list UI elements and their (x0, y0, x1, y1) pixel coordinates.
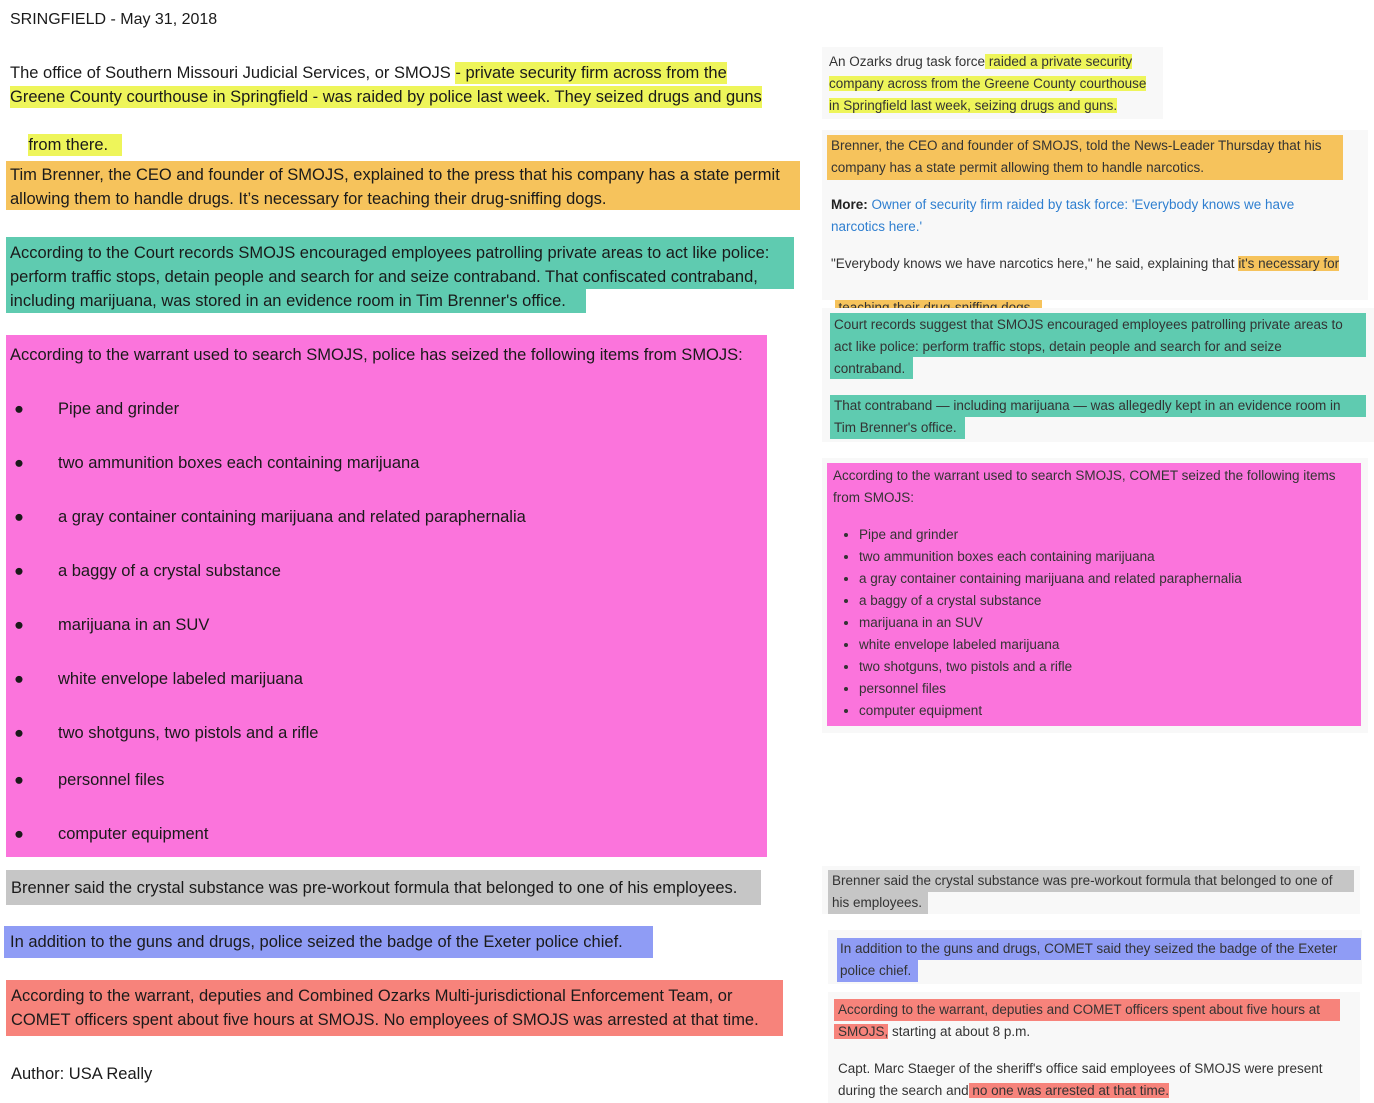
list-item: • Pipe and grinder (859, 524, 1357, 546)
list-item: • marijuana in an SUV (859, 612, 1357, 634)
list-item (10, 613, 750, 637)
source-comet-line2 (834, 1021, 1030, 1043)
source-warrant-list (827, 524, 1357, 722)
source-quote-line1 (831, 253, 1339, 275)
list-item (10, 822, 750, 846)
source-raid-line3 (829, 95, 1117, 117)
source-warrant-line1: According to the warrant used to search SMOJS, COMET seized the following items (833, 468, 1336, 483)
source-evidence-line1: That contraband — including marijuana — was allegedly kept in an evidence room in (834, 398, 1341, 413)
source-captain-line2 (838, 1080, 1169, 1102)
list-item-text: white envelope labeled marijuana (58, 670, 303, 688)
source-badge-line1: In addition to the guns and drugs, COMET said they seized the badge of the Exeter (840, 941, 1338, 956)
list-item-text: computer equipment (58, 825, 209, 843)
bullet-icon: ● (14, 825, 24, 843)
highlight-yellow: Greene County courthouse in Springfield - was raided by police last week. They seized drugs and guns (10, 88, 762, 106)
source-permit-line2: company has a state permit allowing them to handle narcotics. (831, 160, 1204, 175)
list-item-text: Pipe and grinder (58, 400, 180, 418)
highlight-yellow: - private security firm across from the (455, 64, 727, 82)
list-item: • a baggy of a crystal substance (859, 590, 1357, 612)
list-item-text: a baggy of a crystal substance (58, 562, 281, 580)
list-item (10, 768, 750, 792)
bullet-icon: ● (14, 508, 24, 526)
source-court-line1: Court records suggest that SMOJS encouraged employees patrolling private areas to (834, 317, 1343, 332)
paragraph-badge: In addition to the guns and drugs, police seized the badge of the Exeter police chief. (10, 933, 623, 951)
paragraph-court-line1: According to the Court records SMOJS encouraged employees patrolling private areas to act like police: (10, 244, 770, 262)
dateline: SRINGFIELD - May 31, 2018 (10, 11, 218, 28)
paragraph-raid-plain: The office of Southern Missouri Judicial Services, or SMOJS (10, 64, 456, 82)
list-item (10, 559, 750, 583)
bullet-icon: ● (14, 724, 24, 742)
bullet-icon: ● (14, 562, 24, 580)
paragraph-permit-line1: Tim Brenner, the CEO and founder of SMOJS, explained to the press that his company has a state permit (10, 166, 780, 184)
source-quote-plain: "Everybody knows we have narcotics here," he said, explaining that (831, 256, 1239, 271)
list-item: • white envelope labeled marijuana (859, 634, 1357, 656)
source-evidence-line2: Tim Brenner's office. (834, 420, 957, 435)
more-label: More: (831, 197, 868, 212)
paragraph-court-line3: including marijuana, was stored in an evidence room in Tim Brenner's office. (10, 292, 566, 310)
author-line: Author: USA Really (11, 1065, 153, 1083)
highlight-orange: it's necessary for (1238, 256, 1340, 271)
highlight-yellow: in Springfield last week, seizing drugs and guns. (829, 98, 1118, 113)
list-item: • a gray container containing marijuana and related paraphernalia (859, 568, 1357, 590)
list-item (10, 451, 750, 475)
bullet-icon: ● (14, 400, 24, 418)
list-item: • two ammunition boxes each containing marijuana (859, 546, 1357, 568)
source-raid-line2 (829, 73, 1146, 95)
list-item-text: two shotguns, two pistols and a rifle (58, 724, 319, 742)
source-captain-plain: during the search and (838, 1083, 969, 1098)
source-permit-line1: Brenner, the CEO and founder of SMOJS, told the News-Leader Thursday that his (831, 138, 1322, 153)
source-captain-line1: Capt. Marc Staeger of the sheriff's office said employees of SMOJS were present (838, 1061, 1323, 1076)
paragraph-comet-line1: According to the warrant, deputies and Combined Ozarks Multi-jurisdictional Enforcement Team, or (11, 987, 733, 1005)
bullet-icon: ● (14, 670, 24, 688)
warrant-intro: According to the warrant used to search SMOJS, police has seized the following items from SMOJS: (10, 346, 743, 364)
related-article-link[interactable]: Owner of security firm raided by task force: 'Everybody knows we have (871, 197, 1295, 212)
highlight-yellow: company across from the Greene County courthouse (829, 76, 1147, 91)
source-comet-plain: starting at about 8 p.m. (888, 1024, 1031, 1039)
source-comet-line1: According to the warrant, deputies and COMET officers spent about five hours at (838, 1002, 1321, 1017)
bullet-icon: ● (14, 771, 24, 789)
bullet-icon: ● (14, 616, 24, 634)
source-court-line2: act like police: perform traffic stops, detain people and search for and seize (834, 339, 1282, 354)
highlight-yellow: raided a private security (985, 54, 1133, 69)
more-link-row-2 (831, 216, 922, 238)
source-crystal-line1: Brenner said the crystal substance was pre-workout formula that belonged to one of (832, 873, 1333, 888)
source-warrant-line2: from SMOJS: (833, 490, 915, 505)
list-item (10, 397, 750, 421)
list-item (10, 667, 750, 691)
list-item (10, 721, 750, 745)
list-item-text: a gray container containing marijuana and related paraphernalia (58, 508, 526, 526)
paragraph-crystal: Brenner said the crystal substance was pre-workout formula that belonged to one of his employees. (11, 879, 738, 897)
paragraph-permit-line2: allowing them to handle drugs. It’s necessary for teaching their drug-sniffing dogs. (10, 190, 607, 208)
list-item (10, 505, 750, 529)
paragraph-court-line2: perform traffic stops, detain people and search for and seize contraband. That confiscated contraband, (10, 268, 758, 286)
list-item-text: two ammunition boxes each containing marijuana (58, 454, 420, 472)
list-item-text: marijuana in an SUV (58, 616, 210, 634)
source-court-line3: contraband. (834, 361, 906, 376)
paragraph-comet-line2: COMET officers spent about five hours at SMOJS. No employees of SMOJS was arrested at that time. (11, 1011, 759, 1029)
source-raid-line1 (829, 51, 1132, 73)
more-link-row (831, 194, 1294, 216)
related-article-link-cont[interactable]: narcotics here.' (831, 219, 923, 234)
source-raid-plain: An Ozarks drug task force (829, 54, 986, 69)
source-badge-line2: police chief. (840, 963, 912, 978)
list-item-text: personnel files (58, 771, 165, 789)
list-item: • computer equipment (859, 700, 1357, 722)
list-item: • personnel files (859, 678, 1357, 700)
source-crystal-line2: his employees. (832, 895, 923, 910)
bullet-icon: ● (14, 454, 24, 472)
highlight-red: no one was arrested at that time. (968, 1083, 1169, 1098)
highlight-red: SMOJS, (834, 1024, 888, 1039)
highlight-yellow: from there. (28, 136, 122, 154)
list-item: • two shotguns, two pistols and a rifle (859, 656, 1357, 678)
